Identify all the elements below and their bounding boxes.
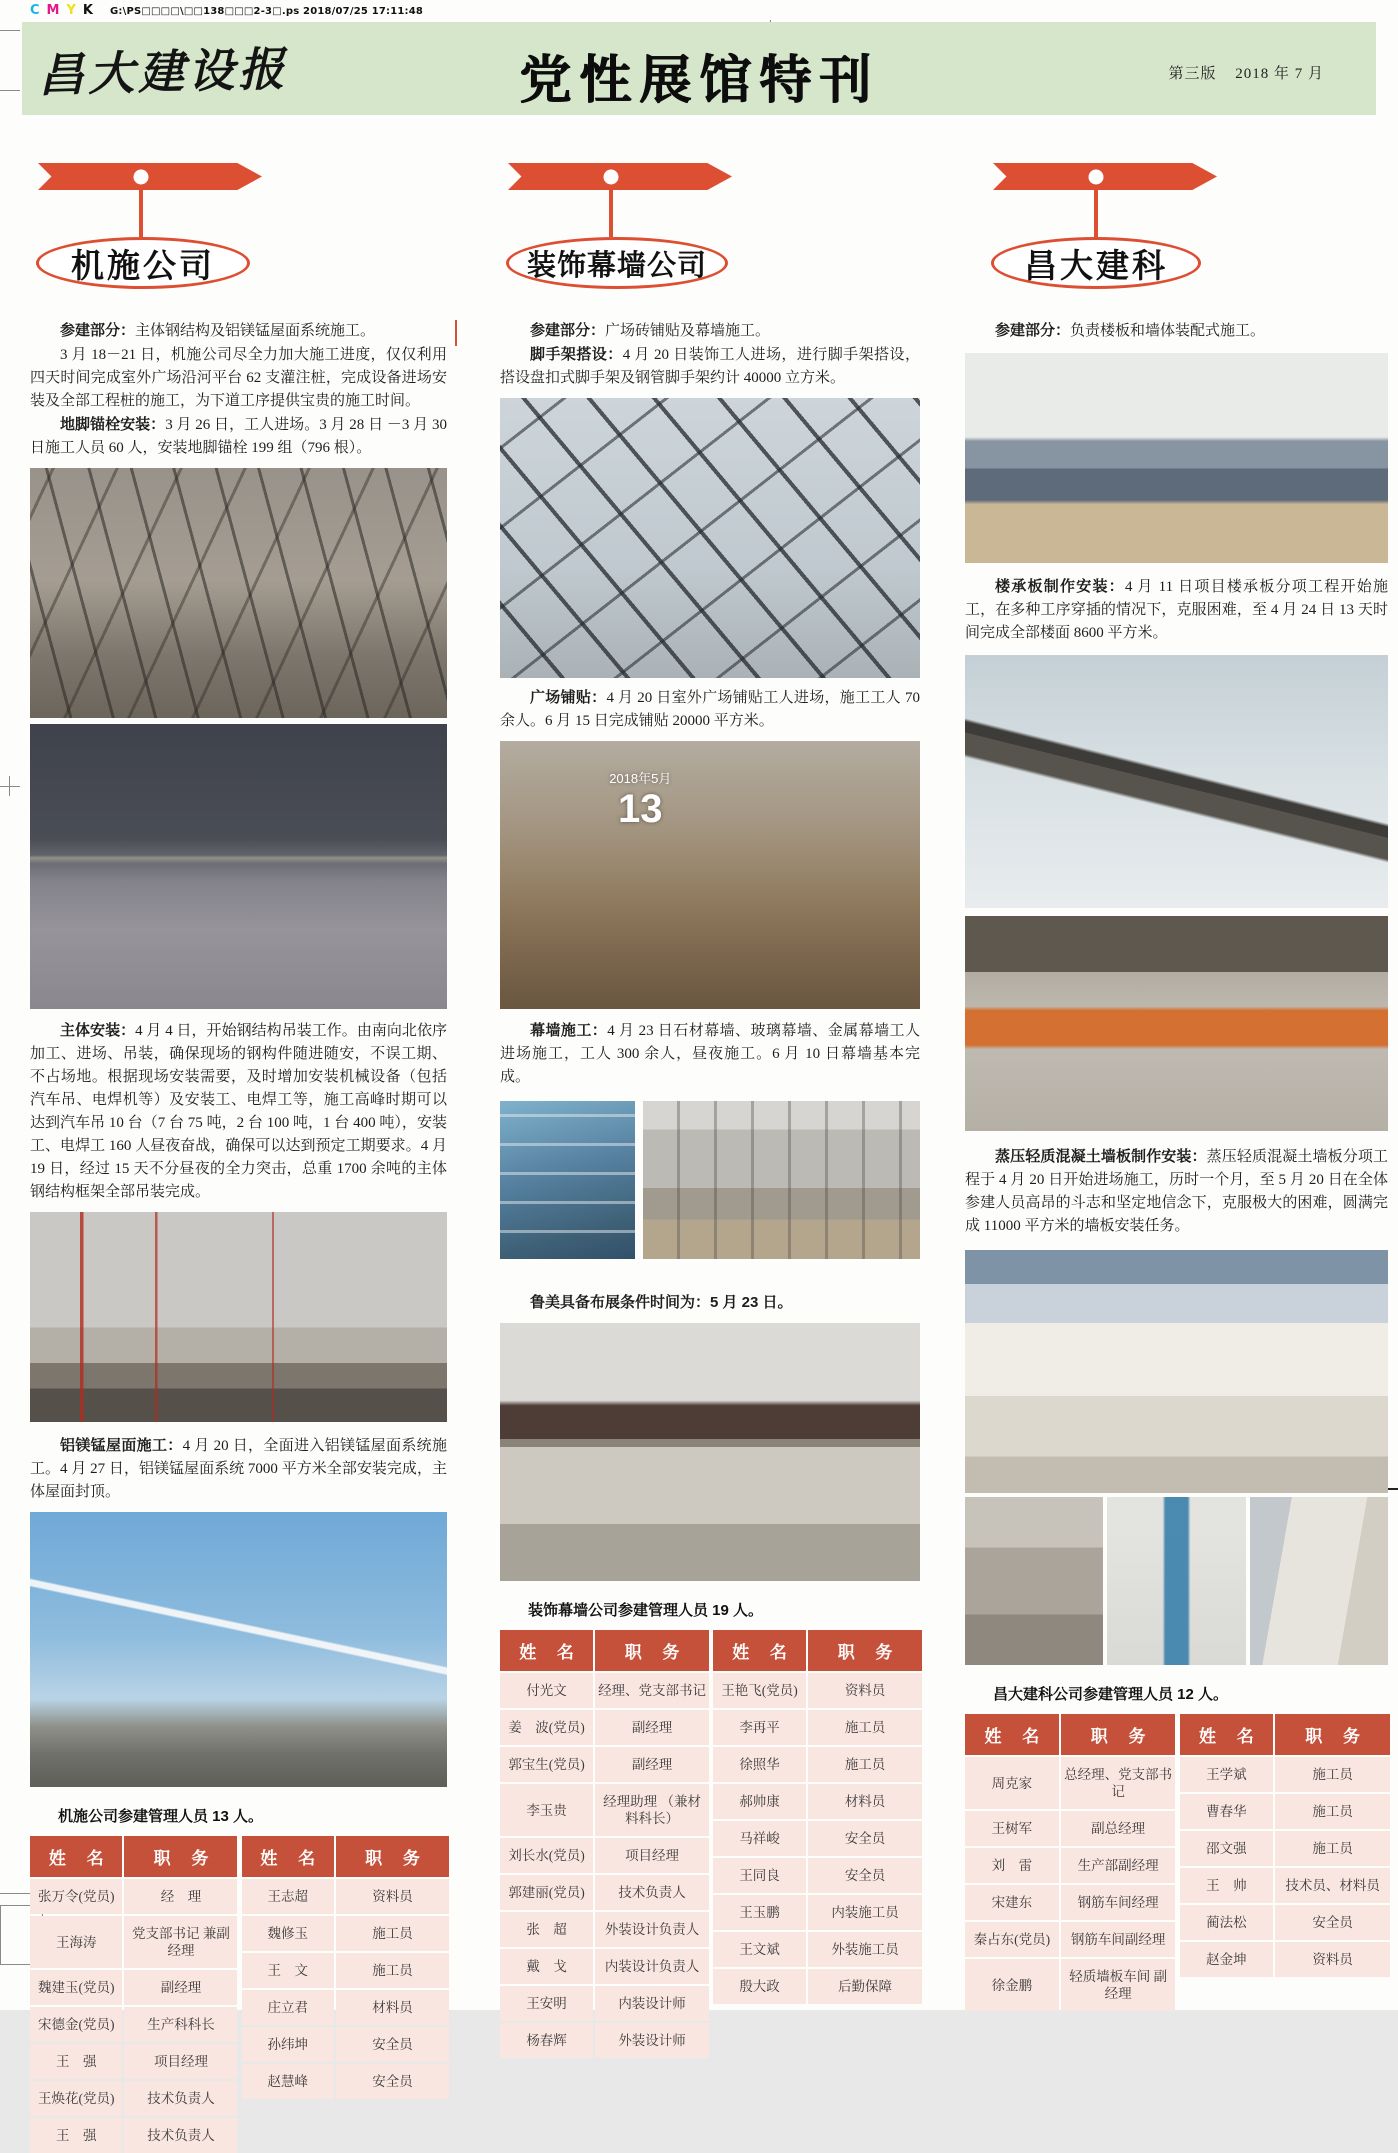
table-cell-name: 赵金坤 bbox=[1180, 1942, 1274, 1977]
table-cell-role: 内装设计师 bbox=[595, 1986, 709, 2021]
banner-stem bbox=[139, 190, 143, 237]
personnel-tables bbox=[30, 1836, 447, 2153]
table-cell-role: 内装设计负责人 bbox=[595, 1949, 709, 1984]
table-cell-name: 赵慧峰 bbox=[242, 2064, 334, 2099]
banner-stem bbox=[1094, 190, 1098, 237]
table-cell-role: 技术负责人 bbox=[124, 2081, 237, 2116]
table-cell-name: 王树军 bbox=[965, 1811, 1059, 1846]
paragraph: 参建部分：广场砖铺贴及幕墙施工。 bbox=[530, 322, 771, 339]
banner-dot-icon bbox=[1089, 169, 1104, 184]
photo-pair bbox=[500, 1101, 920, 1259]
cmyk-c: C bbox=[30, 3, 40, 18]
company-badge: 昌大建科 bbox=[991, 237, 1201, 289]
table-cell-role: 技术负责人 bbox=[595, 1875, 709, 1910]
photo-scissor-lift bbox=[1107, 1497, 1245, 1665]
table-cell-name: 王焕花(党员) bbox=[30, 2081, 122, 2116]
photo-masonry-work bbox=[500, 741, 920, 1009]
page-title: 党性展馆特刊 bbox=[518, 52, 880, 110]
crop-mark bbox=[0, 1905, 1, 1965]
table-cell-name: 徐照华 bbox=[713, 1747, 806, 1782]
table-cell-role: 安全员 bbox=[808, 1858, 922, 1893]
table-cell-name: 曹春华 bbox=[1180, 1794, 1274, 1829]
table-cell-name: 宋德金(党员) bbox=[30, 2007, 122, 2042]
photo-date-stamp: 2018年5月 13 bbox=[609, 770, 672, 831]
paragraph: 铝镁锰屋面施工：4 月 20 日，全面进入铝镁锰屋面系统施工。4 月 27 日，铝镁锰屋面系统 7000 平方米全部安装完成，主体屋面封顶。 bbox=[30, 1437, 447, 1500]
table-cell-role: 生产部副经理 bbox=[1061, 1848, 1176, 1883]
paragraph-block bbox=[500, 319, 920, 390]
table-cell-name: 魏建玉(党员) bbox=[30, 1970, 122, 2005]
table-cell-role: 副总经理 bbox=[1061, 1811, 1176, 1846]
table-cell-name: 刘长水(党员) bbox=[500, 1838, 593, 1873]
table-cell-role: 项目经理 bbox=[124, 2044, 237, 2079]
photo-curtain-wall-frames bbox=[643, 1101, 920, 1259]
photo-steel-erection-cranes bbox=[30, 1212, 447, 1422]
column-jianke bbox=[965, 125, 1388, 2011]
ps-file-path: G:\PS□□□□\□□138□□□2-3□.ps 2018/07/25 17:11:48 bbox=[109, 6, 424, 17]
table-cell-name: 郝帅康 bbox=[713, 1784, 806, 1819]
crop-mark bbox=[1388, 1488, 1398, 1490]
personnel-table-left bbox=[965, 1714, 1174, 2011]
photo-panel-install-workers bbox=[965, 1497, 1103, 1665]
photo-wall-panel-warehouse bbox=[965, 1250, 1388, 1493]
paragraph: 参建部分：主体钢结构及铝镁锰屋面系统施工。 bbox=[60, 322, 376, 339]
table-cell-role: 施工员 bbox=[808, 1747, 922, 1782]
table-cell-name: 马祥峻 bbox=[713, 1821, 806, 1856]
personnel-table-left bbox=[500, 1630, 707, 2058]
table-cell-name: 王学斌 bbox=[1180, 1757, 1274, 1792]
banner-dot-icon bbox=[604, 169, 619, 184]
flag-banner-icon bbox=[508, 163, 732, 190]
table-cell-role: 材料员 bbox=[808, 1784, 922, 1819]
table-cell-role: 资料员 bbox=[1275, 1942, 1390, 1977]
paragraph: 楼承板制作安装：4 月 11 日项目楼承板分项工程开始施工，在多种工序穿插的情况下，克服困难，至 4 月 24 日 13 天时间完成全部楼面 8600 平方米。 bbox=[965, 578, 1388, 641]
company-badge: 装饰幕墙公司 bbox=[506, 237, 728, 289]
table-cell-name: 周克家 bbox=[965, 1757, 1059, 1809]
table-cell-name: 王 帅 bbox=[1180, 1868, 1274, 1903]
flag-banner-icon bbox=[38, 163, 262, 190]
photo-exhibition-hall bbox=[500, 1323, 920, 1581]
table-header-role: 职 务 bbox=[808, 1630, 922, 1671]
table-header-name: 姓 名 bbox=[965, 1714, 1059, 1755]
table-cell-role: 施工员 bbox=[1275, 1831, 1390, 1866]
photo-strip bbox=[965, 1497, 1388, 1665]
paragraph: 脚手架搭设：4 月 20 日装饰工人进场，进行脚手架搭设，搭设盘扣式脚手架及钢管脚手架约计 40000 立方米。 bbox=[500, 346, 920, 386]
table-cell-name: 王 强 bbox=[30, 2118, 122, 2153]
table-cell-name: 王文斌 bbox=[713, 1932, 806, 1967]
table-header-name: 姓 名 bbox=[242, 1836, 334, 1877]
paragraph-block bbox=[965, 319, 1388, 343]
table-cell-role: 施工员 bbox=[1275, 1757, 1390, 1792]
table-cell-role: 副经理 bbox=[595, 1710, 709, 1745]
table-cell-name: 邵文强 bbox=[1180, 1831, 1274, 1866]
paragraph: 参建部分：负责楼板和墙体装配式施工。 bbox=[995, 322, 1266, 339]
table-cell-role: 技术负责人 bbox=[124, 2118, 237, 2153]
table-cell-role: 经 理 bbox=[124, 1879, 237, 1914]
banner-dot-icon bbox=[134, 169, 149, 184]
table-cell-role: 安全员 bbox=[1275, 1905, 1390, 1940]
table-header-name: 姓 名 bbox=[30, 1836, 122, 1877]
paragraph-block bbox=[30, 319, 447, 460]
table-cell-role: 后勤保障 bbox=[808, 1969, 922, 2004]
paragraph-block bbox=[500, 686, 920, 733]
cmyk-y: Y bbox=[66, 3, 76, 18]
table-cell-role: 经理、党支部书记 bbox=[595, 1673, 709, 1708]
table-cell-role: 施工员 bbox=[1275, 1794, 1390, 1829]
table-cell-name: 孙纬坤 bbox=[242, 2027, 334, 2062]
table-header-name: 姓 名 bbox=[1180, 1714, 1274, 1755]
table-cell-name: 张万令(党员) bbox=[30, 1879, 122, 1914]
paragraph: 广场铺贴：4 月 20 日室外广场铺贴工人进场，施工工人 70 余人。6 月 15 日完成铺贴 20000 平方米。 bbox=[500, 689, 920, 729]
table-cell-role: 施工员 bbox=[336, 1916, 449, 1951]
paragraph: 幕墙施工：4 月 23 日石材幕墙、玻璃幕墙、金属幕墙工人进场施工，工人 300 余人，昼夜施工。6 月 10 日幕墙基本完成。 bbox=[500, 1022, 920, 1085]
crop-mark bbox=[9, 776, 10, 796]
table-cell-role: 副经理 bbox=[124, 1970, 237, 2005]
table-cell-name: 张 超 bbox=[500, 1912, 593, 1947]
table-cell-name: 王 文 bbox=[242, 1953, 334, 1988]
table-cell-name: 秦占东(党员) bbox=[965, 1922, 1059, 1957]
prepress-bar bbox=[30, 3, 423, 18]
paragraph: 蒸压轻质混凝土墙板制作安装：蒸压轻质混凝土墙板分项工程于 4 月 20 日开始进场施工，历时一个月，至 5 月 20 日在全体参建人员高昂的斗志和坚定地信念下，克服极大的困难，圆满完成 11000 平方米的墙板安装任务。 bbox=[965, 1148, 1388, 1234]
table-cell-name: 李再平 bbox=[713, 1710, 806, 1745]
table-cell-role: 轻质墙板车间 副经理 bbox=[1061, 1959, 1176, 2011]
table-cell-name: 王玉鹏 bbox=[713, 1895, 806, 1930]
company-badge: 机施公司 bbox=[36, 237, 250, 289]
table-header-name: 姓 名 bbox=[500, 1630, 593, 1671]
photo-night-construction bbox=[30, 724, 447, 1009]
table-caption: 机施公司参建管理人员 13 人。 bbox=[58, 1808, 264, 1825]
table-cell-role: 施工员 bbox=[808, 1710, 922, 1745]
table-header-name: 姓 名 bbox=[713, 1630, 806, 1671]
table-cell-name: 郭宝生(党员) bbox=[500, 1747, 593, 1782]
table-cell-name: 杨春辉 bbox=[500, 2023, 593, 2058]
edition-info bbox=[1154, 62, 1324, 83]
table-cell-role: 外装施工员 bbox=[808, 1932, 922, 1967]
table-cell-role: 钢筋车间副经理 bbox=[1061, 1922, 1176, 1957]
photo-scaffold-workers bbox=[500, 1101, 635, 1259]
table-cell-name: 李玉贵 bbox=[500, 1784, 593, 1836]
table-cell-name: 徐金鹏 bbox=[965, 1959, 1059, 2011]
table-cell-role: 资料员 bbox=[336, 1879, 449, 1914]
cmyk-m: M bbox=[46, 3, 60, 18]
paragraph: 主体安装：4 月 4 日，开始钢结构吊装工作。由南向北依序加工、进场、吊装，确保现场的钢构件随进随安，不误工期、不占场地。根据现场安装需要，及时增加安装机械设备（包括汽车吊、电焊机等）及安装工、电焊工等，施工高峰时期可以达到汽车吊 10 台（7 台 75 吨，2 台 100 吨，1 台 400 吨），安装工、电焊工 160 人昼夜奋战，确保可以达到预定工期要求。4 月 19 日，经过 15 天不分昼夜的全力突击，总重 1700 余吨的主体钢结构框架全部吊装完成。 bbox=[30, 1022, 447, 1200]
paragraph-block bbox=[965, 1145, 1388, 1238]
personnel-tables bbox=[965, 1714, 1388, 2011]
table-cell-name: 王海涛 bbox=[30, 1916, 122, 1968]
table-header-role: 职 务 bbox=[1061, 1714, 1176, 1755]
table-cell-name: 殷大政 bbox=[713, 1969, 806, 2004]
flag-banner-icon bbox=[993, 163, 1217, 190]
table-cell-name: 姜 波(党员) bbox=[500, 1710, 593, 1745]
table-header-role: 职 务 bbox=[124, 1836, 237, 1877]
edition-number: 第三版 bbox=[1168, 66, 1217, 82]
crop-mark bbox=[0, 90, 20, 91]
newspaper-logo: 昌大建设报 bbox=[37, 43, 289, 102]
table-cell-role: 副经理 bbox=[595, 1747, 709, 1782]
table-cell-role: 总经理、党支部书记 bbox=[1061, 1757, 1176, 1809]
table-cell-name: 王志超 bbox=[242, 1879, 334, 1914]
paragraph-block bbox=[30, 1019, 447, 1204]
table-cell-role: 钢筋车间经理 bbox=[1061, 1885, 1176, 1920]
table-cell-name: 王 强 bbox=[30, 2044, 122, 2079]
table-cell-role: 安全员 bbox=[336, 2027, 449, 2062]
photo-panel-factory bbox=[965, 916, 1388, 1131]
table-cell-role: 安全员 bbox=[336, 2064, 449, 2099]
photo-deck-panel-lifting bbox=[965, 655, 1388, 908]
paragraph: 3 月 18－21 日，机施公司尽全力加大施工进度，仅仅利用四天时间完成室外广场沿河平台 62 支灌注桩，完成设备进场安装及全部工程桩的施工，为下道工序提供宝贵的施工时间。 bbox=[30, 347, 447, 409]
table-cell-role: 外装设计师 bbox=[595, 2023, 709, 2058]
photo-anchor-bolt-site bbox=[30, 468, 447, 718]
paragraph: 鲁美具备布展条件时间为：5 月 23 日。 bbox=[530, 1294, 793, 1311]
table-header-role: 职 务 bbox=[336, 1836, 449, 1877]
table-cell-role: 施工员 bbox=[336, 1953, 449, 1988]
table-cell-name: 付光文 bbox=[500, 1673, 593, 1708]
table-cell-role: 生产科科长 bbox=[124, 2007, 237, 2042]
table-cell-name: 王同良 bbox=[713, 1858, 806, 1893]
photo-steel-roof-structure bbox=[500, 398, 920, 678]
table-cell-name: 蔺法松 bbox=[1180, 1905, 1274, 1940]
banner-stem bbox=[609, 190, 613, 237]
edition-date: 2018 年 7 月 bbox=[1235, 66, 1324, 82]
column-rule-tick bbox=[455, 320, 457, 346]
paragraph-block bbox=[965, 575, 1388, 645]
table-cell-role: 党支部书记 兼副经理 bbox=[124, 1916, 237, 1968]
table-cell-name: 王安明 bbox=[500, 1986, 593, 2021]
photo-finished-wall-panels bbox=[1250, 1497, 1388, 1665]
photo-roof-crane-blue-sky bbox=[30, 1512, 447, 1787]
personnel-table-right bbox=[1180, 1714, 1389, 1977]
table-cell-role: 内装施工员 bbox=[808, 1895, 922, 1930]
table-caption: 装饰幕墙公司参建管理人员 19 人。 bbox=[528, 1602, 764, 1619]
table-cell-role: 技术员、材料员 bbox=[1275, 1868, 1390, 1903]
table-cell-name: 戴 戈 bbox=[500, 1949, 593, 1984]
table-cell-name: 宋建东 bbox=[965, 1885, 1059, 1920]
table-caption: 昌大建科公司参建管理人员 12 人。 bbox=[993, 1686, 1229, 1703]
personnel-table-right bbox=[242, 1836, 448, 2099]
table-cell-role: 材料员 bbox=[336, 1990, 449, 2025]
table-cell-role: 资料员 bbox=[808, 1673, 922, 1708]
table-cell-role: 经理助理 （兼材料科长） bbox=[595, 1784, 709, 1836]
table-cell-name: 郭建丽(党员) bbox=[500, 1875, 593, 1910]
table-header-role: 职 务 bbox=[595, 1630, 709, 1671]
table-cell-name: 刘 雷 bbox=[965, 1848, 1059, 1883]
masthead-band bbox=[22, 22, 1376, 115]
crop-mark bbox=[0, 30, 20, 31]
table-cell-name: 庄立君 bbox=[242, 1990, 334, 2025]
table-cell-role: 项目经理 bbox=[595, 1838, 709, 1873]
personnel-table-right bbox=[713, 1630, 920, 2004]
paragraph: 地脚锚栓安装：3 月 26 日，工人进场。3 月 28 日 －3 月 30 日施工人员 60 人，安装地脚锚栓 199 组（796 根）。 bbox=[30, 416, 447, 456]
crop-mark bbox=[0, 786, 20, 787]
table-cell-name: 王艳飞(党员) bbox=[713, 1673, 806, 1708]
table-cell-name: 魏修玉 bbox=[242, 1916, 334, 1951]
paragraph-block bbox=[500, 1019, 920, 1089]
table-header-role: 职 务 bbox=[1275, 1714, 1390, 1755]
table-cell-role: 外装设计负责人 bbox=[595, 1912, 709, 1947]
crop-mark bbox=[0, 1893, 30, 1894]
column-zhuangshi bbox=[500, 125, 920, 2058]
cmyk-k: K bbox=[82, 3, 93, 18]
column-jishi bbox=[30, 125, 447, 2153]
paragraph-block bbox=[500, 1291, 920, 1315]
personnel-tables bbox=[500, 1630, 920, 2058]
photo-workers-group bbox=[965, 353, 1388, 563]
personnel-table-left bbox=[30, 1836, 236, 2153]
paragraph-block bbox=[30, 1434, 447, 1504]
table-cell-role: 安全员 bbox=[808, 1821, 922, 1856]
